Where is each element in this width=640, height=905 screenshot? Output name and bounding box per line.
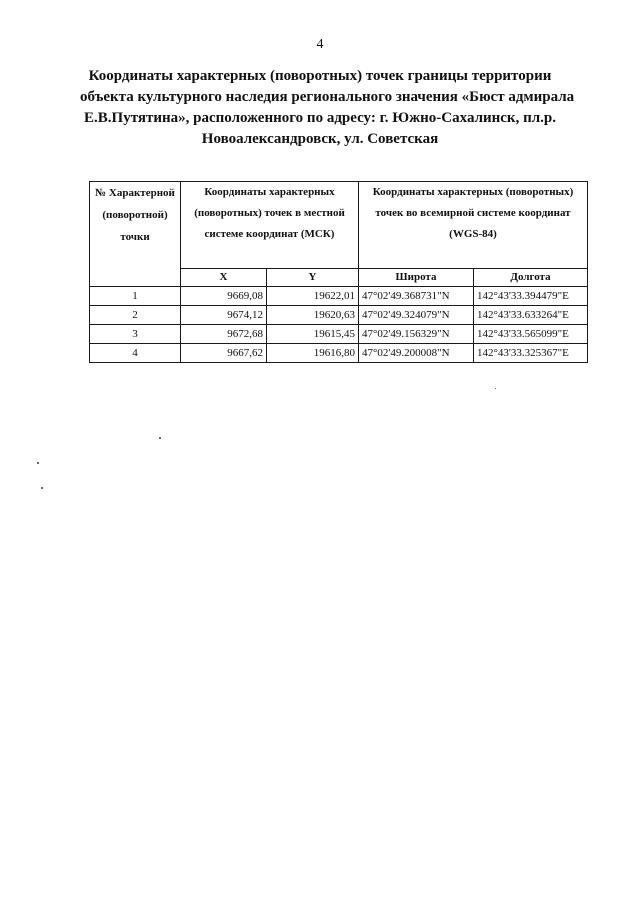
table-row	[90, 306, 588, 325]
y-value: 19616,80	[267, 344, 359, 363]
title-line: Координаты характерных (поворотных) точек границы территории	[88, 68, 552, 84]
title-line: Новоалександровск, ул. Советская	[201, 131, 439, 147]
y-value: 19615,45	[267, 325, 359, 344]
title-line: Е.В.Путятина», расположенного по адресу: г. Южно-Сахалинск, пл.р.	[84, 110, 556, 126]
longitude-value: 142°43'33.394479"E	[474, 287, 588, 306]
point-number: 2	[90, 306, 181, 325]
document-title	[80, 66, 575, 150]
header-y: Y	[267, 269, 359, 287]
point-number: 4	[90, 344, 181, 363]
y-value: 19620,63	[267, 306, 359, 325]
header-wgs-coordinates: Координаты характерных (поворотных) точек во всемирной системе координат (WGS-84)	[359, 182, 588, 269]
latitude-value: 47°02'49.324079"N	[359, 306, 474, 325]
page-number: 4	[316, 37, 324, 52]
y-value: 19622,01	[267, 287, 359, 306]
x-value: 9674,12	[181, 306, 267, 325]
longitude-value: 142°43'33.633264"E	[474, 306, 588, 325]
coordinates-table	[89, 181, 588, 363]
header-local-coordinates: Координаты характерных (поворотных) точек в местной системе координат (МСК)	[181, 182, 359, 269]
table-row	[90, 325, 588, 344]
latitude-value: 47°02'49.368731"N	[359, 287, 474, 306]
x-value: 9669,08	[181, 287, 267, 306]
table-header-row	[90, 182, 588, 269]
x-value: 9667,62	[181, 344, 267, 363]
header-longitude: Долгота	[474, 269, 588, 287]
scan-speck	[37, 462, 39, 464]
scan-speck	[159, 437, 161, 439]
table-row	[90, 344, 588, 363]
header-x: X	[181, 269, 267, 287]
latitude-value: 47°02'49.156329"N	[359, 325, 474, 344]
longitude-value: 142°43'33.565099"E	[474, 325, 588, 344]
title-line: объекта культурного наследия регионального значения «Бюст адмирала	[80, 89, 575, 105]
header-point-number: № Характерной (поворотной) точки	[90, 182, 181, 287]
longitude-value: 142°43'33.325367"E	[474, 344, 588, 363]
x-value: 9672,68	[181, 325, 267, 344]
point-number: 1	[90, 287, 181, 306]
latitude-value: 47°02'49.200008"N	[359, 344, 474, 363]
point-number: 3	[90, 325, 181, 344]
scan-speck	[495, 388, 496, 389]
header-latitude: Широта	[359, 269, 474, 287]
table-row	[90, 287, 588, 306]
scan-speck	[41, 487, 43, 489]
